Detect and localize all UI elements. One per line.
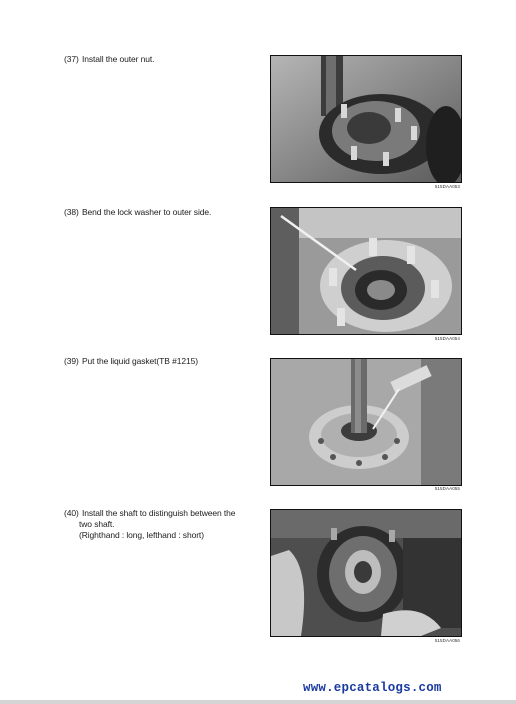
step-number: (37) — [64, 54, 79, 64]
step-40-photo-code: 515DAA056 — [434, 638, 460, 643]
step-instruction: Put the liquid gasket(TB #1215) — [81, 356, 198, 366]
step-number: (39) — [64, 356, 79, 366]
bottom-divider — [0, 700, 516, 704]
step-38-photo — [270, 207, 462, 335]
step-instruction: Install the shaft to distinguish between the — [81, 508, 236, 518]
step-instruction-continued: two shaft. — [79, 519, 115, 529]
step-number: (38) — [64, 207, 79, 217]
step-number: (40) — [64, 508, 79, 518]
step-39-photo-code: 515DAA055 — [434, 486, 460, 491]
step-instruction-note: (Righthand : long, lefthand : short) — [79, 530, 204, 540]
step-instruction: Install the outer nut. — [81, 54, 155, 64]
step-40-photo — [270, 509, 462, 637]
website-link[interactable]: www.epcatalogs.com — [303, 681, 442, 695]
step-37-photo-code: 515DAA053 — [434, 184, 460, 189]
step-39-text — [64, 356, 264, 367]
step-38-text — [64, 207, 264, 218]
step-39-photo — [270, 358, 462, 486]
step-38-photo-code: 515DAA054 — [434, 336, 460, 341]
step-37-photo — [270, 55, 462, 183]
step-40-text — [64, 508, 264, 541]
step-37-text — [64, 54, 264, 65]
step-instruction: Bend the lock washer to outer side. — [81, 207, 212, 217]
